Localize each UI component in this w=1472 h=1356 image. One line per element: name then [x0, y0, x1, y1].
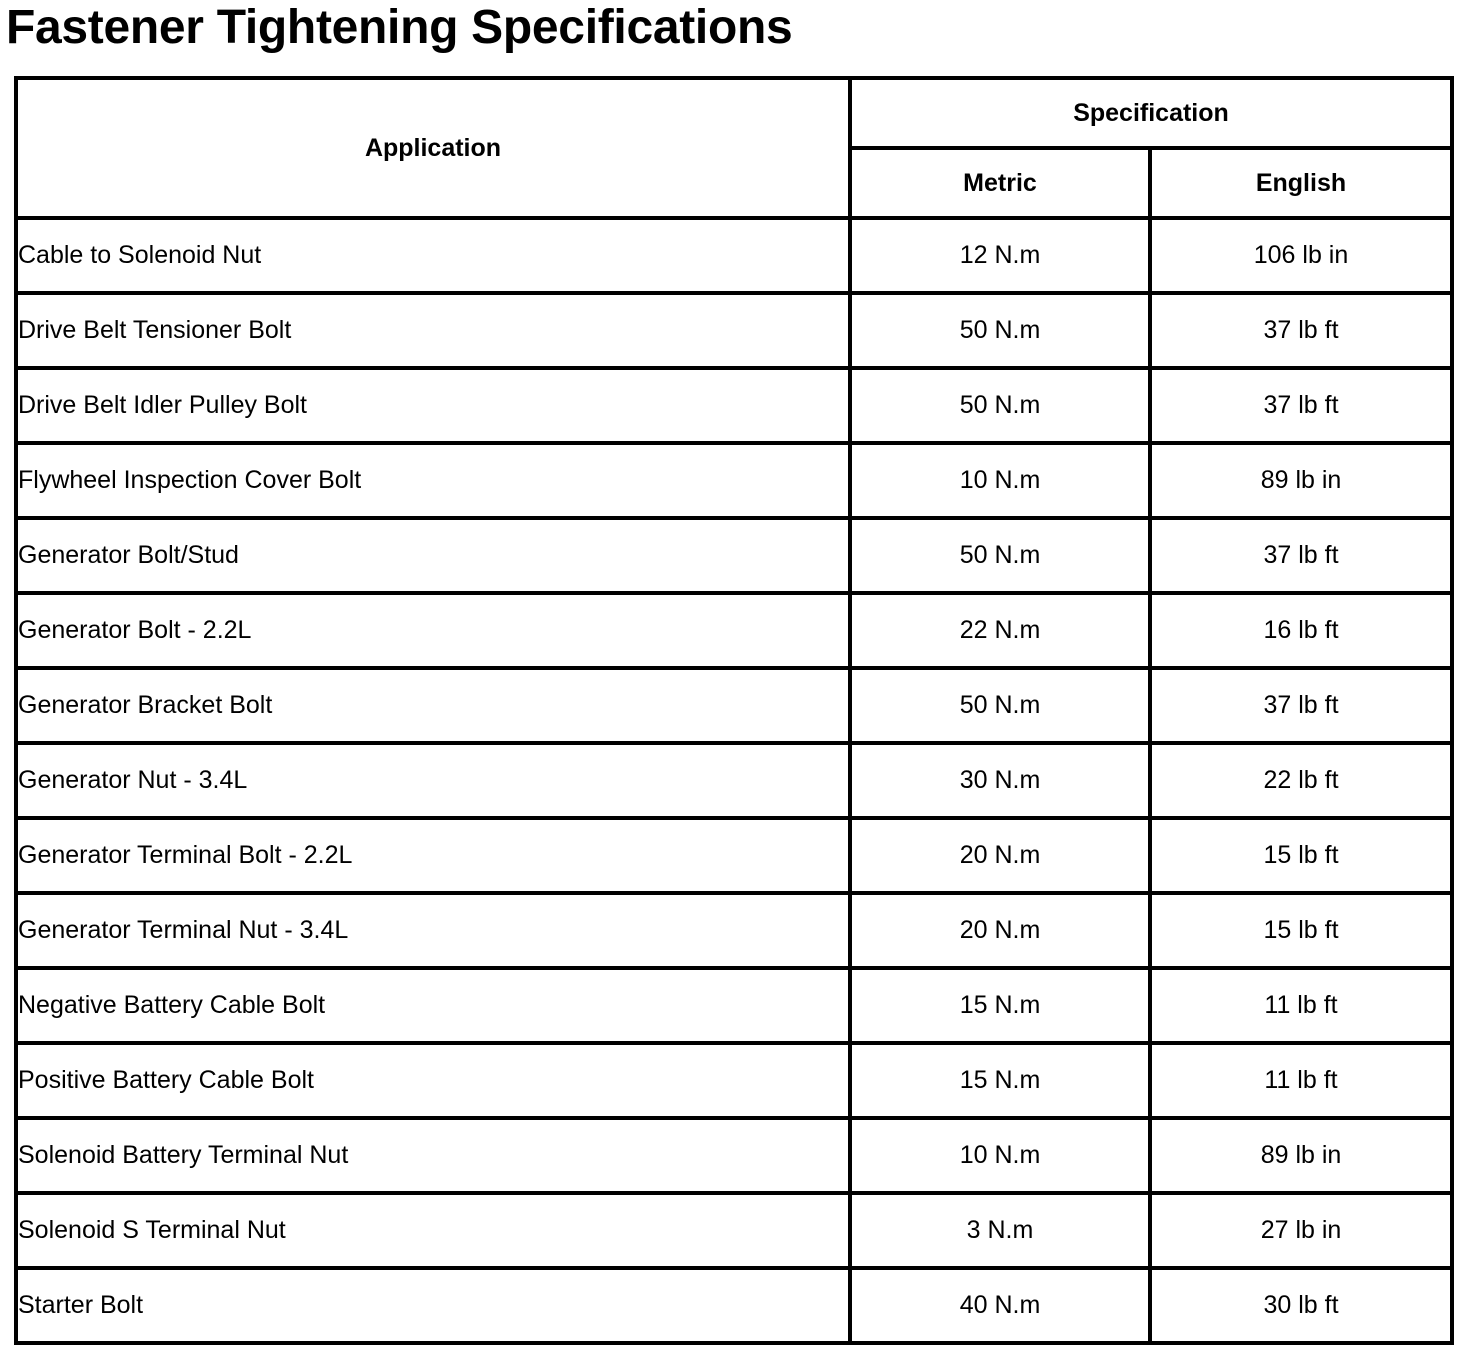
table-row [16, 443, 1452, 518]
specifications-table [14, 76, 1454, 1345]
table-row [16, 1268, 1452, 1343]
cell-english: 27 lb in [1150, 1193, 1452, 1268]
cell-metric: 15 N.m [850, 1043, 1150, 1118]
cell-application: Drive Belt Tensioner Bolt [16, 293, 850, 368]
cell-metric: 50 N.m [850, 293, 1150, 368]
cell-application: Positive Battery Cable Bolt [16, 1043, 850, 1118]
cell-application: Generator Terminal Bolt - 2.2L [16, 818, 850, 893]
table-row [16, 1193, 1452, 1268]
cell-metric: 10 N.m [850, 1118, 1150, 1193]
cell-application: Generator Bolt/Stud [16, 518, 850, 593]
cell-metric: 15 N.m [850, 968, 1150, 1043]
cell-english: 30 lb ft [1150, 1268, 1452, 1343]
cell-application: Generator Terminal Nut - 3.4L [16, 893, 850, 968]
header-application: Application [16, 78, 850, 218]
cell-metric: 20 N.m [850, 893, 1150, 968]
table-row [16, 218, 1452, 293]
cell-metric: 30 N.m [850, 743, 1150, 818]
table-row [16, 743, 1452, 818]
table-row [16, 668, 1452, 743]
table-row [16, 968, 1452, 1043]
cell-english: 11 lb ft [1150, 968, 1452, 1043]
cell-english: 106 lb in [1150, 218, 1452, 293]
table-header [16, 78, 1452, 218]
cell-metric: 12 N.m [850, 218, 1150, 293]
cell-english: 11 lb ft [1150, 1043, 1452, 1118]
table-body [16, 218, 1452, 1343]
page-title: Fastener Tightening Specifications [6, 1, 793, 54]
cell-application: Cable to Solenoid Nut [16, 218, 850, 293]
cell-application: Solenoid Battery Terminal Nut [16, 1118, 850, 1193]
header-specification: Specification [850, 78, 1452, 148]
cell-metric: 50 N.m [850, 368, 1150, 443]
cell-application: Generator Nut - 3.4L [16, 743, 850, 818]
cell-english: 16 lb ft [1150, 593, 1452, 668]
cell-application: Generator Bolt - 2.2L [16, 593, 850, 668]
table-row [16, 818, 1452, 893]
cell-application: Drive Belt Idler Pulley Bolt [16, 368, 850, 443]
cell-english: 37 lb ft [1150, 668, 1452, 743]
header-metric: Metric [850, 148, 1150, 218]
cell-metric: 20 N.m [850, 818, 1150, 893]
cell-application: Generator Bracket Bolt [16, 668, 850, 743]
cell-application: Flywheel Inspection Cover Bolt [16, 443, 850, 518]
table-row [16, 893, 1452, 968]
cell-english: 37 lb ft [1150, 293, 1452, 368]
cell-english: 37 lb ft [1150, 368, 1452, 443]
cell-metric: 50 N.m [850, 518, 1150, 593]
cell-application: Starter Bolt [16, 1268, 850, 1343]
cell-metric: 22 N.m [850, 593, 1150, 668]
cell-metric: 10 N.m [850, 443, 1150, 518]
cell-english: 89 lb in [1150, 443, 1452, 518]
table-row [16, 1043, 1452, 1118]
table-row [16, 293, 1452, 368]
cell-application: Solenoid S Terminal Nut [16, 1193, 850, 1268]
cell-english: 22 lb ft [1150, 743, 1452, 818]
cell-english: 89 lb in [1150, 1118, 1452, 1193]
cell-metric: 50 N.m [850, 668, 1150, 743]
table-row [16, 593, 1452, 668]
table-row [16, 518, 1452, 593]
cell-metric: 3 N.m [850, 1193, 1150, 1268]
cell-metric: 40 N.m [850, 1268, 1150, 1343]
cell-english: 37 lb ft [1150, 518, 1452, 593]
header-row-top [16, 78, 1452, 148]
cell-english: 15 lb ft [1150, 818, 1452, 893]
header-english: English [1150, 148, 1452, 218]
cell-application: Negative Battery Cable Bolt [16, 968, 850, 1043]
table-row [16, 1118, 1452, 1193]
cell-english: 15 lb ft [1150, 893, 1452, 968]
table-row [16, 368, 1452, 443]
